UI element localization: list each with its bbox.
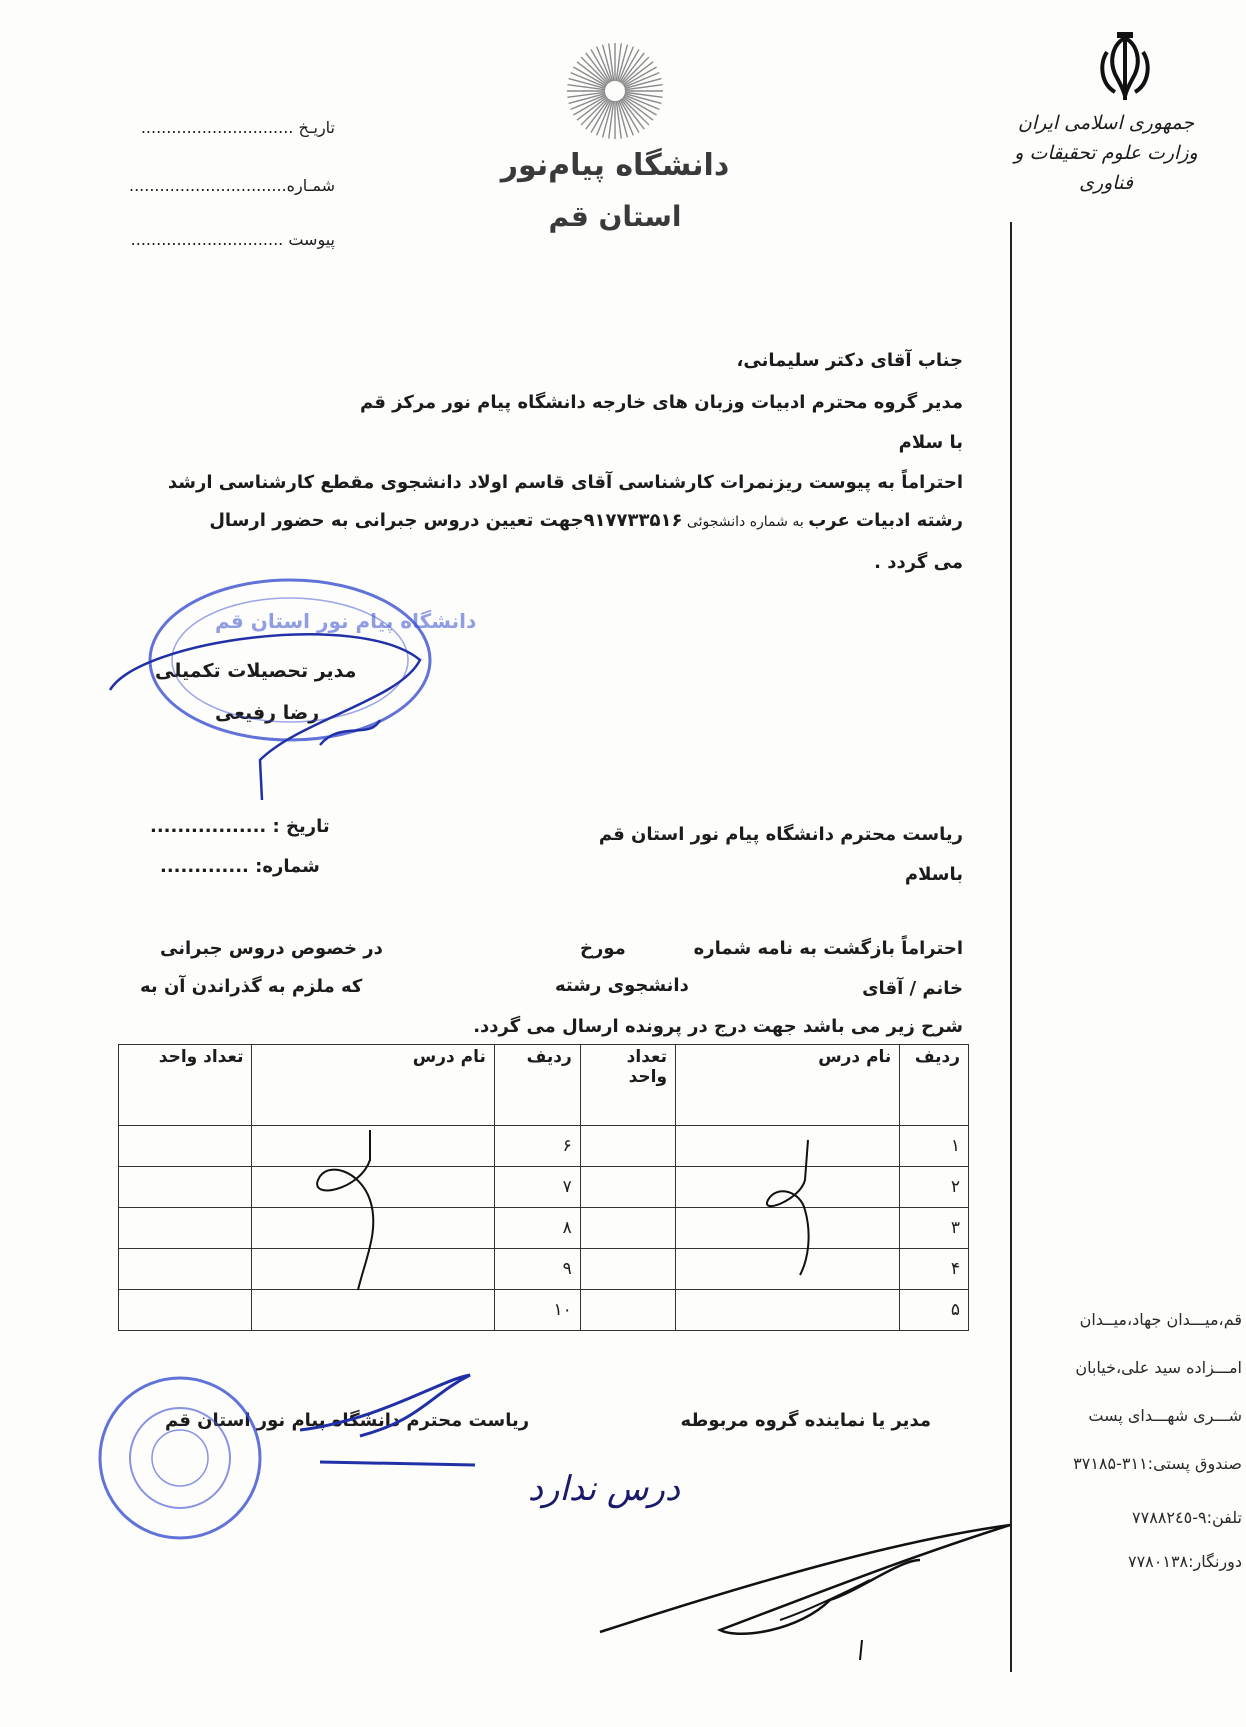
cell: ۷ [494, 1167, 580, 1208]
addressee: جناب آقای دکتر سلیمانی، [736, 350, 963, 371]
cell: ۳ [900, 1208, 969, 1249]
signature-2 [300, 1375, 475, 1465]
address-line-1: قم،میـــدان جهاد،میــدان [1079, 1310, 1242, 1329]
col-course-2: نام درس [252, 1045, 494, 1126]
stamp-name: رضا رفیعی [215, 702, 320, 724]
reply-line-1-a: احتراماً بازگشت به نامه شماره [693, 938, 963, 959]
reply-line-1-c: در خصوص دروس جبرانی [160, 938, 383, 959]
addressee-title: مدیر گروه محترم ادبیات وزبان های خارجه دانشگاه پیام نور مرکز قم [360, 392, 963, 413]
manager-signature-label: مدیر یا نماینده گروه مربوطه [680, 1410, 931, 1431]
president-signature-label: ریاست محترم دانشگاه پیام نور استان قم [165, 1410, 530, 1431]
department-stamp [150, 580, 476, 740]
reply-number-field: شماره: ............. [160, 856, 320, 877]
reply-line-2-c: که ملزم به گذراندن آن به [140, 976, 363, 997]
cell: ۴ [900, 1249, 969, 1290]
signature-3-tail [780, 1580, 870, 1660]
address-line-3: شـــری شهـــدای پست [1088, 1406, 1242, 1425]
body-line-1: احتراماً به پیوست ریزنمرات کارشناسی آقای قاسم اولاد دانشجوی مقطع کارشناسی ارشد [167, 472, 963, 493]
cell: ۱ [900, 1126, 969, 1167]
number-field: شمـاره............................... [129, 176, 335, 195]
cell: ۸ [494, 1208, 580, 1249]
cell: ۶ [494, 1126, 580, 1167]
handwritten-note: درس ندارد [527, 1469, 680, 1509]
col-row-1: ردیف [900, 1045, 969, 1126]
phone-number: تلفن:۹-۷۷۸۸۲٤٥ [1132, 1508, 1242, 1527]
signature-1 [110, 634, 420, 800]
field-of-study: رشته ادبیات عرب [808, 510, 963, 531]
greeting: با سلام [898, 432, 963, 453]
postal-box: صندوق پستی:۳۱۱-۳۷۱۸۵ [1073, 1454, 1242, 1473]
ministry-line-1: جمهوری اسلامی ایران [1017, 112, 1195, 134]
address-line-2: امـــزاده سید علی،خیابان [1075, 1358, 1242, 1377]
attachment-field: پیوست .............................. [130, 230, 335, 249]
stamp-ring-text: دانشگاه پیام نور استان قم [215, 609, 477, 633]
ministry-line-2: وزارت علوم تحقیقات و فناوری [1014, 142, 1198, 194]
reply-greeting: باسلام [904, 864, 963, 885]
reply-line-1-b: مورخ [580, 938, 626, 959]
date-field: تاریـخ .............................. [140, 118, 335, 137]
table-strike-left [317, 1130, 373, 1290]
reply-date-field: تاریخ : ................. [150, 816, 330, 837]
table-strike-right [767, 1140, 809, 1275]
fax-number: دورنگار:۷۷۸۰۱۳۸ [1127, 1552, 1242, 1571]
cell: ۹ [494, 1249, 580, 1290]
reply-line-3: شرح زیر می باشد جهت درج در پرونده ارسال می گردد. [473, 1016, 963, 1037]
cell: ۲ [900, 1167, 969, 1208]
col-units-1: تعداد واحد [580, 1045, 675, 1126]
university-round-stamp [100, 1378, 260, 1538]
university-name: دانشگاه پیام‌نور [500, 148, 730, 183]
body-line-3: می گردد . [874, 552, 963, 573]
signature-3 [600, 1525, 1010, 1634]
reply-line-2-a: خانم / آقای [862, 978, 963, 999]
province-name: استان قم [548, 200, 682, 233]
col-row-2: ردیف [494, 1045, 580, 1126]
col-course-1: نام درس [676, 1045, 900, 1126]
student-number: ۹۱۷۷۳۳۵۱۶جهت تعیین دروس جبرانی به حضور ارسال [209, 510, 683, 531]
cell: ۵ [900, 1290, 969, 1331]
reply-line-2-b: دانشجوی رشته [555, 975, 689, 996]
cell: ۱۰ [494, 1290, 580, 1331]
reply-addressee: ریاست محترم دانشگاه پیام نور استان قم [598, 824, 963, 845]
stamp-title: مدیر تحصیلات تکمیلی [155, 660, 357, 682]
student-number-label: به شماره دانشجوئی [682, 514, 809, 530]
col-units-2: تعداد واحد [119, 1045, 252, 1126]
